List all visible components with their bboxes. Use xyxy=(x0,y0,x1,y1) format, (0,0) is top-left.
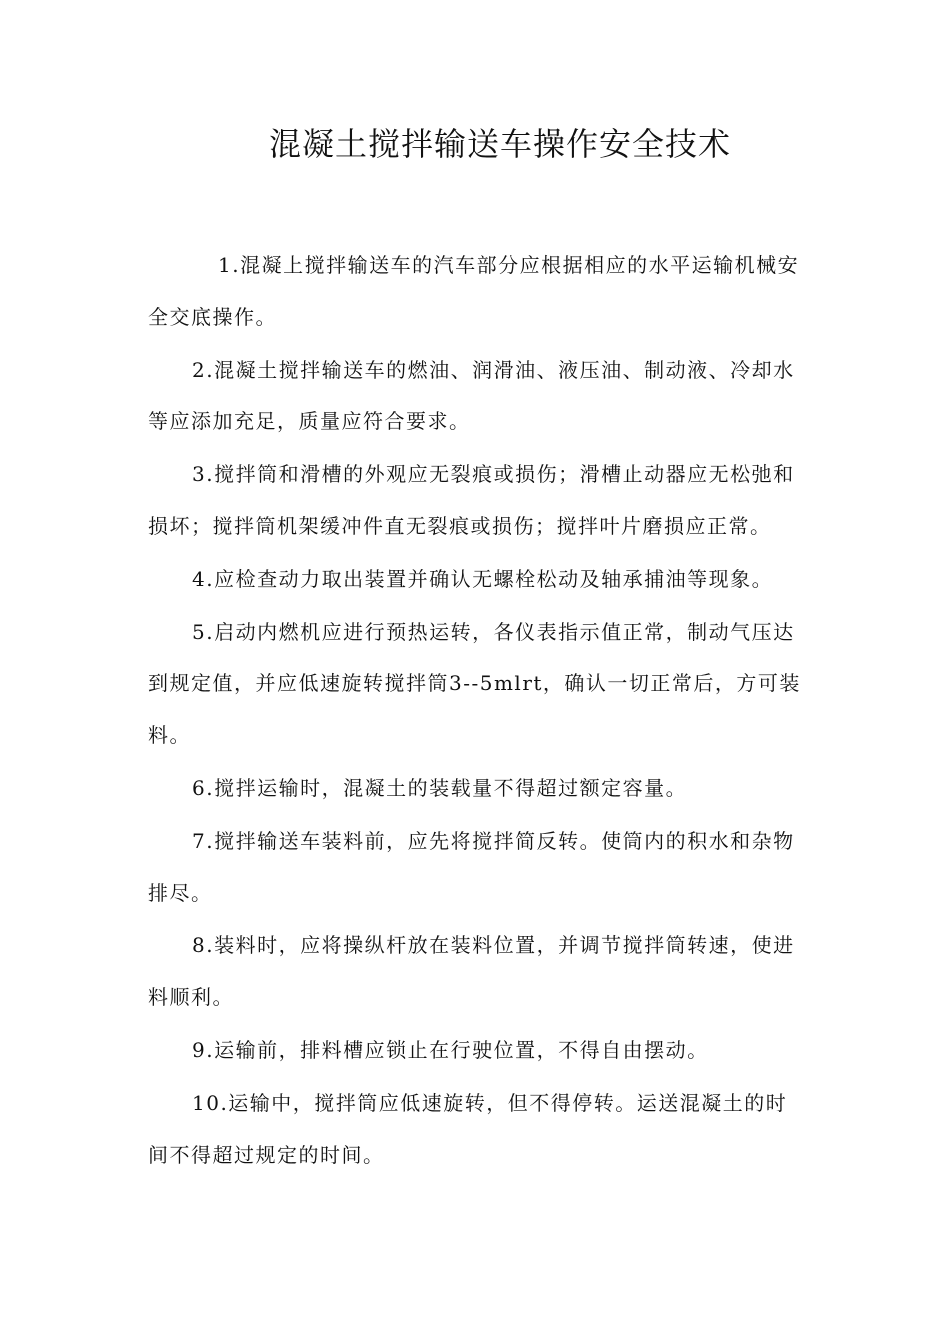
paragraph-6: 6.搅拌运输时，混凝土的装载量不得超过额定容量。 xyxy=(192,775,688,800)
paragraph-3: 3.搅拌筒和滑槽的外观应无裂痕或损伤；滑槽止动器应无松弛和损坏；搅拌筒机架缓冲件直无裂痕或损伤；搅拌叶片磨损应正常。 xyxy=(148,462,795,538)
document-title: 混凝土搅拌输送车操作安全技术 xyxy=(268,125,731,163)
paragraph-9: 9.运输前，排料槽应锁止在行驶位置，不得自由摆动。 xyxy=(192,1037,709,1062)
paragraph-1: 1.混凝上搅拌输送车的汽车部分应根据相应的水平运输机械安全交底操作。 xyxy=(148,253,800,329)
paragraph-10: 10.运输中，搅拌筒应低速旋转，但不得停转。运送混凝土的时间不得超过规定的时间。 xyxy=(148,1090,788,1167)
paragraph-7: 7.搅拌输送车装料前，应先将搅拌简反转。使筒内的积水和杂物排尽。 xyxy=(148,828,795,905)
paragraph-5: 5.启动内燃机应进行预热运转，各仪表指示值正常，制动气压达到规定值，并应低速旋转搅拌筒3--5mlrt，确认一切正常后，方可装料。 xyxy=(148,619,801,748)
paragraph-2: 2.混凝土搅拌输送车的燃油、润滑油、液压油、制动液、冷却水等应添加充足，质量应符合要求。 xyxy=(148,357,795,434)
paragraph-4: 4.应检查动力取出装置并确认无螺栓松动及轴承捕油等现象。 xyxy=(192,566,774,591)
document-body xyxy=(148,240,803,1182)
paragraph-8: 8.装料时，应将操纵杆放在装料位置，并调节搅拌筒转速，使进料顺利。 xyxy=(148,933,795,1010)
